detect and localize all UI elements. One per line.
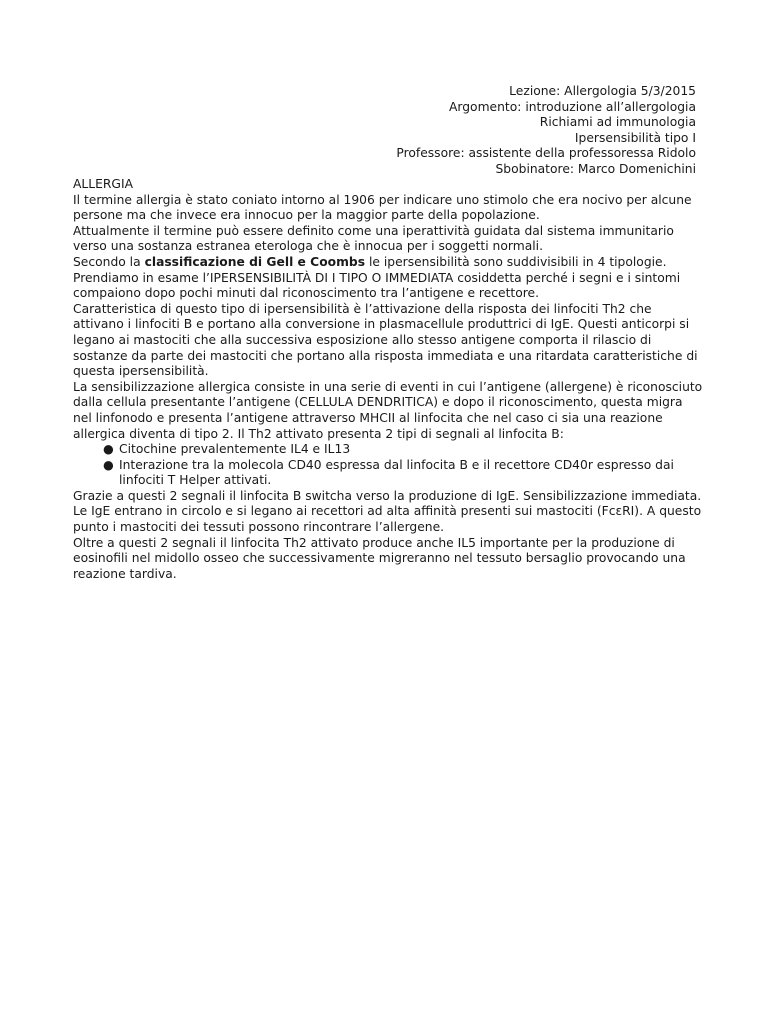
bullet-icon: ● <box>103 457 114 472</box>
section-heading: ALLERGIA <box>73 177 133 191</box>
paragraph: Il termine allergia è stato coniato intorno al 1906 per indicare uno stimolo che era nocivo per alcune persone ma che invece era innocuo per la maggior parte della popolazione. <box>73 192 692 223</box>
paragraph: Oltre a questi 2 segnali il linfocita Th2 attivato produce anche IL5 importante per la produzione di eosinofili nel midollo osseo che successivamente migreranno nel tessuto bersaglio provocando una reazione tardiva. <box>73 535 686 581</box>
list-item <box>73 442 703 458</box>
lecture-header <box>136 84 696 178</box>
header-topic: Argomento: introduzione all’allergologia <box>449 99 696 114</box>
text-span: le ipersensibilità sono suddivisibili in 4 tipologie. <box>365 254 667 269</box>
list-item-text: Citochine prevalentemente IL4 e IL13 <box>119 442 351 457</box>
header-lesson: Lezione: Allergologia 5/3/2015 <box>509 84 696 98</box>
list-item <box>73 458 703 489</box>
bullet-icon: ● <box>103 442 114 457</box>
bullet-list <box>73 442 703 489</box>
paragraph: La sensibilizzazione allergica consiste in una serie di eventi in cui l’antigene (allergene) è riconosciuto dalla cellula presentante l’antigene (CELLULA DENDRITICA) e dopo il riconoscimento, questa migra nel linfonodo e presenta l’antigene attraverso MHCII al linfocita che nel caso ci sia una reazione allergica diventa di tipo 2. Il Th2 attivato presenta 2 tipi di segnali al linfocita B: <box>73 379 703 441</box>
bold-term: classificazione di Gell e Coombs <box>144 254 366 269</box>
text-span: Secondo la <box>73 254 145 269</box>
list-item-text: Interazione tra la molecola CD40 espressa dal linfocita B e il recettore CD40r espresso dai linfociti T Helper attivati. <box>119 457 674 488</box>
header-subtopic: Richiami ad immunologia <box>539 115 696 130</box>
paragraph: Attualmente il termine può essere definito come una iperattività guidata dal sistema immunitario verso una sostanza estranea eterologa che è innocua per i soggetti normali. <box>73 223 674 254</box>
paragraph <box>73 255 703 271</box>
paragraph: Caratteristica di questo tipo di ipersensibilità è l’attivazione della risposta dei linfociti Th2 che attivano i linfociti B e portano alla conversione in plasmacellule produttrici di IgE. Questi anticorpi si legano ai mastociti che alla successiva esposizione allo stesso antigene comporta il rilascio di sostanze da parte dei mastociti che portano alla risposta immediata e una ritardata caratteristiche di questa ipersensibilità. <box>73 301 698 379</box>
paragraph: Grazie a questi 2 segnali il linfocita B switcha verso la produzione di IgE. Sensibilizzazione immediata. Le IgE entrano in circolo e si legano ai recettori ad alta affinità presenti sui mastociti (FcεRI). A questo punto i mastociti dei tessuti possono rincontrare l’allergene. <box>73 488 702 535</box>
header-transcriber: Sbobinatore: Marco Domenichini <box>495 161 696 176</box>
paragraph: Prendiamo in esame l’IPERSENSIBILITÀ DI I TIPO O IMMEDIATA cosiddetta perché i segni e i sintomi compaiono dopo pochi minuti dal riconoscimento tra l’antigene e recettore. <box>73 270 681 301</box>
header-professor: Professore: assistente della professoressa Ridolo <box>396 146 696 161</box>
document-body <box>73 177 703 582</box>
header-subtopic-2: Ipersensibilità tipo I <box>574 130 696 145</box>
